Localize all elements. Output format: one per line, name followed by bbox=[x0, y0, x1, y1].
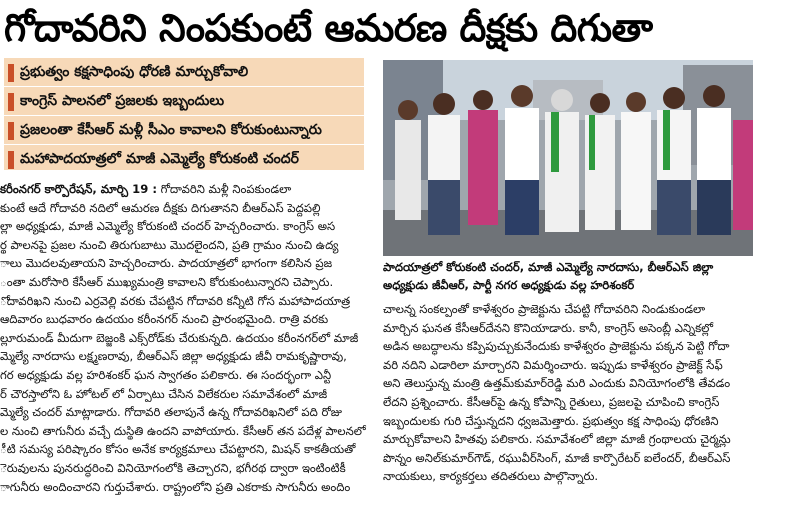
text-line: ర్థ పాలనపై ప్రజల నుంచి తిరుగుబాటు మొదలైందని, ప్రతి గ్రామం నుంచి ఉద్య bbox=[0, 237, 339, 252]
text-line: చాలన్న సంకల్పంతో కాళేశ్వరం ప్రాజెక్టును చేపట్టి గోదావరిని నిండుకుండలా bbox=[383, 302, 706, 316]
text-line: ల్లా అధ్యక్షుడు, మాజీ ఎమ్మెల్యే కోరుకంటి చందర్ హెచ్చరించారు. కాంగ్రెస్ అస bbox=[0, 219, 336, 234]
subheadline bbox=[4, 118, 364, 145]
caption-line: పాదయాత్రలో కోరుకంటి చందర్, మాజీ ఎమ్మెల్యే నారదాసు, బీఆర్ఎస్ జిల్లా bbox=[383, 260, 714, 274]
text-line: ెరువులను పునరుద్ధరించి వినియోగంలోకి తెచ్చారని, భగీరథ ద్వారా ఇంటింటికీ bbox=[0, 460, 346, 475]
rally-photo-illustration bbox=[383, 60, 753, 256]
bullet-bar bbox=[8, 151, 14, 169]
headline: గోదావరిని నింపకుంటే ఆమరణ దీక్షకు దిగుతా bbox=[4, 6, 653, 50]
text-line: మార్చిన ఘనత కేసీఆర్‌దేనని కొనియాడారు. కానీ, కాంగ్రెస్ అసెంబ్లీ ఎన్నికల్లో bbox=[383, 320, 714, 335]
subheadline-text: కాంగ్రెస్ పాలనలో ప్రజలకు ఇబ్బందులు bbox=[20, 92, 225, 109]
text-line: కుంటే ఆదే గోదావరి నదిలో ఆమరణ దీక్షకు దిగుతానని బీఆర్ఎస్ పెద్దపల్లి bbox=[0, 200, 321, 215]
text-line: ోదావరిఖని నుంచి ఎర్రవెల్లి వరకు చేపట్టిన గోదావరి కన్నీటి గోస మహాపాదయాత్ర bbox=[0, 293, 351, 308]
subheadline bbox=[4, 147, 364, 174]
text-line: ీటి సమస్య పరిష్కారం కోసం అనేక కార్యక్రమాలు చేపట్టారని, మిషన్ కాకతీయతో bbox=[0, 442, 356, 457]
subheadline-text: మహాపాదయాత్రలో మాజీ ఎమ్మెల్యే కోరుకంటి చందర్ bbox=[20, 150, 299, 167]
article-column-left bbox=[0, 180, 378, 496]
bullet-bar bbox=[8, 93, 14, 111]
text-line: వరి నదిని ఎడారిలా మార్చారని విమర్శించారు. ఇప్పుడు కాళేశ్వరం ప్రాజెక్ట్ సేఫ్ bbox=[383, 357, 723, 372]
text-line: లేదని ప్రశ్నించారు. కేసీఆర్‌పై ఉన్న కోపాన్ని రైతులు, ప్రజలపై చూపించి కాంగ్రెస్ bbox=[383, 394, 720, 409]
text-line: ాగునీరు అందించారని గుర్తుచేశారు. రాష్ట్రంలోని ప్రతి ఎకరాకు సాగునీరు అందిం bbox=[0, 479, 351, 494]
bullet-bar bbox=[8, 122, 14, 140]
text-line: నాయకులు, కార్యకర్తలు తదితరులు పాల్గొన్నారు. bbox=[383, 469, 599, 484]
subheadline-text: ప్రజలంతా కేసీఆర్ మళ్లీ సీఎం కావాలని కోరుకుంటున్నారు bbox=[20, 121, 322, 138]
text-line: ల్లూరుమండ్ మీదుగా బెజ్జంకి ఎక్స్‌రోడ్‌కు చేరుకున్నది. ఉదయం కరీంనగర్‌లో మాజీ bbox=[0, 330, 359, 345]
text-line: పొన్నం అనిల్‌కుమార్‌గౌడ్, రఘువీర్‌సింగ్, మాజీ కార్పొరేటర్ ఐలేందర్, బీఆర్ఎస్ bbox=[383, 450, 731, 465]
text-line: మార్చుకోవాలని హితవు పలికారు. సమావేశంలో జిల్లా మాజీ గ్రంథాలయ చైర్మన్లు bbox=[383, 432, 731, 447]
text-line: గర అధ్యక్షుడు వల్ల హరిశంకర్ ఘన స్వాగతం పలికారు. ఈ సందర్భంగా ఎన్టీ bbox=[0, 367, 332, 382]
text-line: మ్మెల్యే నారదాసు లక్ష్మణరావు, బీఆర్ఎస్ జిల్లా అధ్యక్షుడు జీవీ రామకృష్ణారావు, bbox=[0, 349, 347, 364]
subheadline bbox=[4, 60, 364, 87]
photo-caption bbox=[383, 258, 798, 296]
text-line: మ్మెల్యే చందర్ మాట్లాడారు. గోదావరి తలాపునే ఉన్న గోదావరిఖనిలో పది రోజు bbox=[0, 405, 343, 420]
text-line: ల నుంచి తాగునీరు వచ్చే దుస్థితి ఉందని వాపోయారు. కేసీఆర్ తన పదేళ్ల పాలనలో bbox=[0, 423, 366, 438]
subheadline bbox=[4, 89, 364, 116]
bullet-bar bbox=[8, 64, 14, 82]
text-line: ంతా మరోసారి కేసీఆర్ ముఖ్యమంత్రి కావాలని కోరుకుంటున్నారని చెప్పారు. bbox=[0, 274, 334, 289]
text-line bbox=[0, 180, 378, 199]
subheadline-text: ప్రభుత్వం కక్షసాధింపు ధోరణి మార్చుకోవాలి bbox=[20, 63, 249, 80]
subheadline-box bbox=[4, 58, 364, 170]
text-line: ాలు మొదలవుతాయని హెచ్చరించారు. పాదయాత్రలో భాగంగా కలిసిన ప్రజ bbox=[0, 256, 333, 271]
text-line: ర్ చౌరస్తాలోని ఓ హోటల్ లో ఏర్పాటు చేసిన విలేకరుల సమావేశంలో మాజీ bbox=[0, 386, 328, 401]
text-line: ఆదివారం బుధవారం ఉదయం కరీంనగర్ నుంచి ప్రారంభమైంది. రాత్రి వరకు bbox=[0, 312, 329, 327]
article-column-right bbox=[383, 300, 798, 486]
news-photo bbox=[383, 60, 753, 256]
text-line: అడిన అబద్ధాలను కప్పిపుచ్చుకునేందుకు కాళేశ్వరం ప్రాజెక్టును పక్కన పెట్టి గోదా bbox=[383, 339, 730, 354]
text-line: ఇబ్బందులకు గురి చేస్తున్నదని ధ్వజమెత్తారు. ప్రభుత్వం కక్ష సాధింపు ధోరణిని bbox=[383, 413, 719, 428]
text-line-content: గోదావరిని మళ్లీ నింపకుండలా bbox=[160, 182, 292, 196]
caption-line: అధ్యక్షుడు జీవీఆర్, పార్టీ నగర అధ్యక్షుడు వల్ల హరిశంకర్ bbox=[383, 278, 635, 292]
text-line: అని తెలుస్తున్న మంత్రి ఉత్తమ్‌కుమార్‌రెడ్డి మరి ఎందుకు వినియోగంలోకి తేవడం bbox=[383, 376, 731, 391]
dateline: కరీంనగర్ కార్పొరేషన్, మార్చి 19 : bbox=[0, 182, 157, 196]
